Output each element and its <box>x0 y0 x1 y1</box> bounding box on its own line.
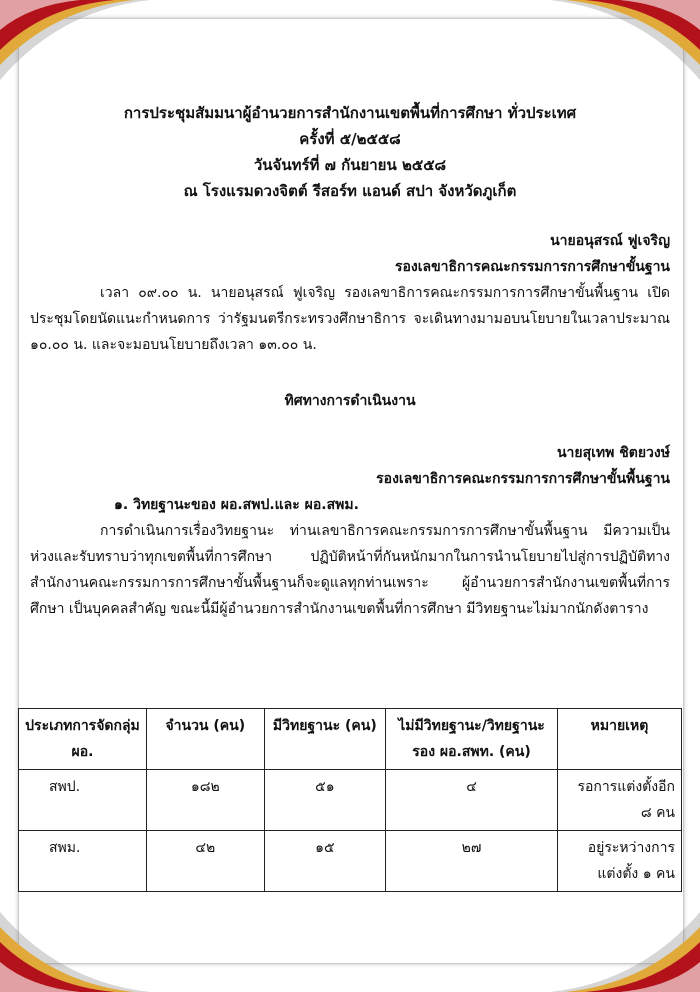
table-cell: ๒๗ <box>386 831 558 892</box>
table-cell: รอการแต่งตั้งอีก ๘ คน <box>557 770 681 831</box>
document-body <box>30 100 670 622</box>
title-line-4: ณ โรงแรมดวงจิตต์ รีสอร์ท แอนด์ สปา จังหวัดภูเก็ต <box>183 182 517 200</box>
table-cell: ๔ <box>386 770 558 831</box>
table-cell: ๑๘๒ <box>146 770 264 831</box>
corner-ornament-top-left <box>0 0 150 80</box>
corner-ornament-top-right <box>550 0 700 80</box>
section-heading: ทิศทางการดำเนินงาน <box>284 393 416 409</box>
table-header-cell: หมายเหตุ <box>557 709 681 770</box>
table-row <box>19 831 682 892</box>
table-header-cell: ประเภทการจัดกลุ่ม ผอ. <box>19 709 147 770</box>
table-row <box>19 770 682 831</box>
title-line-2: ครั้งที่ ๕/๒๕๕๘ <box>299 130 401 148</box>
speaker1-name: นายอนุสรณ์ ฟูเจริญ <box>550 233 670 249</box>
table-cell: ๕๑ <box>264 770 385 831</box>
table-cell: อยู่ระหว่างการแต่งตั้ง ๑ คน <box>557 831 681 892</box>
table-cell: สพม. <box>19 831 147 892</box>
item-1-heading: ๑. วิทยฐานะของ ผอ.สพป.และ ผอ.สพม. <box>114 497 359 513</box>
table-cell: สพป. <box>19 770 147 831</box>
table-header-cell: จำนวน (คน) <box>146 709 264 770</box>
table-header-cell: มีวิทยฐานะ (คน) <box>264 709 385 770</box>
paragraph-academic-standing: การดำเนินการเรื่องวิทยฐานะ ท่านเลขาธิการคณะกรรมการการศึกษาขั้นพื้นฐาน มีความเป็นห่วงและรับทราบว่าทุกเขตพื้นที่การศึกษา ปฏิบัติหน้าที่กันหนักมากในการนำนโยบายไปสู่การปฏิบัติทางสำนักงานคณะกรรมการการศึกษาขั้นพื้นฐานก็จะดูแลทุกท่านเพราะ ผู้อำนวยการสำนักงานเขตพื้นที่การศึกษา เป็นบุคคลสำคัญ ขณะนี้มีผู้อำนวยการสำนักงานเขตพื้นที่การศึกษา มีวิทยฐานะไม่มากนักดังตาราง <box>30 523 670 617</box>
table-header-cell: ไม่มีวิทยฐานะ/วิทยฐานะรอง ผอ.สพท. (คน) <box>386 709 558 770</box>
table-cell: ๑๕ <box>264 831 385 892</box>
corner-ornament-bottom-left <box>0 912 150 992</box>
speaker2-position: รองเลขาธิการคณะกรรมการการศึกษาขั้นพื้นฐาน <box>376 471 670 487</box>
corner-ornament-bottom-right <box>550 912 700 992</box>
table-cell: ๔๒ <box>146 831 264 892</box>
paragraph-opening: เวลา ๐๙.๐๐ น. นายอนุสรณ์ ฟูเจริญ รองเลขาธิการคณะกรรมการการศึกษาขั้นพื้นฐาน เปิดประชุมโดยนัดแนะกำหนดการ ว่ารัฐมนตรีกระทรวงศึกษาธิการ จะเดินทางมามอบนโยบายในเวลาประมาณ ๑๐.๐๐ น. และจะมอบนโยบายถึงเวลา ๑๓.๐๐ น. <box>30 285 670 353</box>
speaker1-position: รองเลขาธิการคณะกรรมการการศึกษาขั้นฐาน <box>394 259 670 275</box>
speaker2-name: นายสุเทพ ชิตยวงษ์ <box>556 445 670 461</box>
title-line-1: การประชุมสัมมนาผู้อำนวยการสำนักงานเขตพื้นที่การศึกษา ทั่วประเทศ <box>123 104 577 122</box>
title-line-3: วันจันทร์ที่ ๗ กันยายน ๒๕๕๘ <box>253 156 447 174</box>
table-header-row <box>19 709 682 770</box>
academic-standing-table <box>18 708 682 892</box>
